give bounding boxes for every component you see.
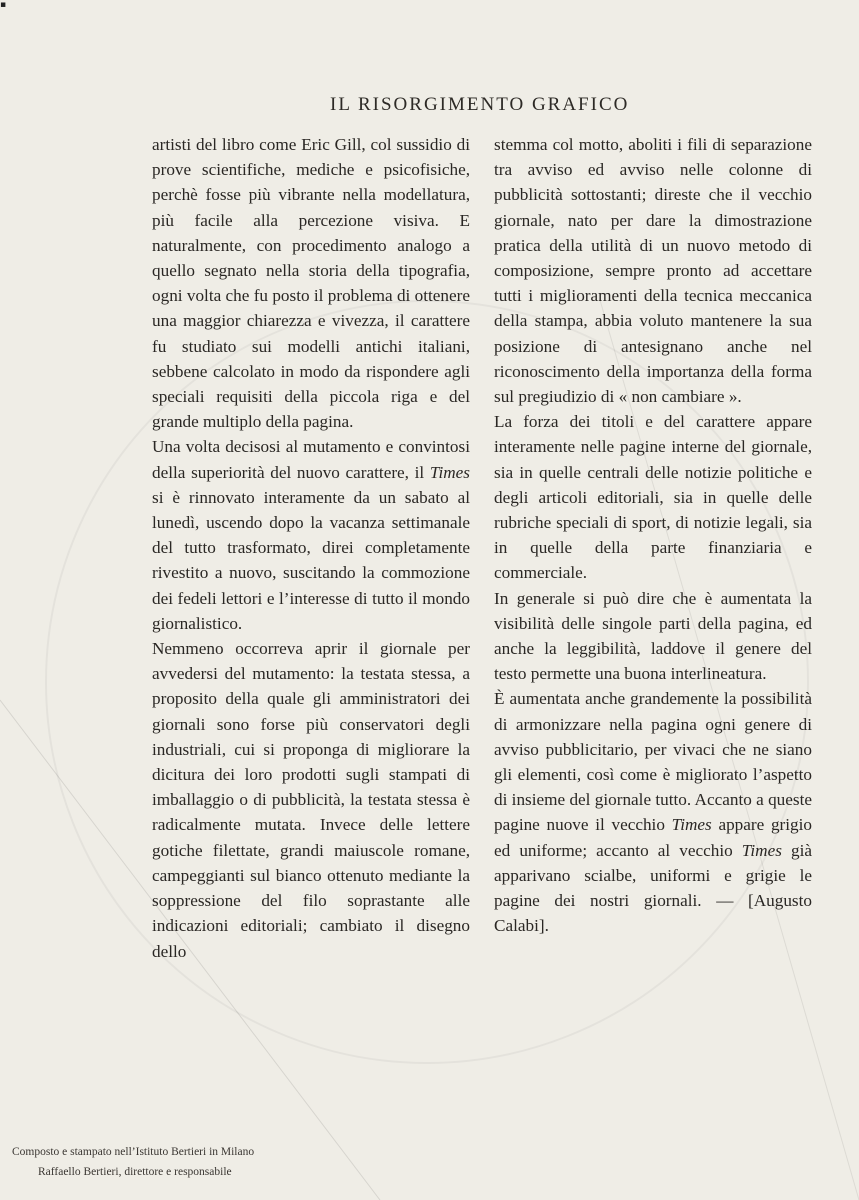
page-header-title: IL RISORGIMENTO GRAFICO: [330, 94, 630, 115]
times-title: Times: [671, 815, 712, 835]
times-title: Times: [741, 840, 782, 860]
right-paragraph-4: È aumentata anche grandemente la possibilità di armonizzare nella pagina ogni genere di avviso pubblicitario, per vivaci che ne siano gli elementi, così come è migliorato l’aspetto di insieme del giornale tutto. Accanto a queste pagine nuove il vecchio Times appare grigio ed uniforme; accanto al vecchio Times già apparivano scialbe, uniformi e grigie le pagine dei nostri giornali. — [Augusto Calabi].: [494, 689, 813, 936]
corner-mark: ▪: [0, 0, 7, 10]
right-column: [494, 132, 812, 939]
left-paragraph-2: Una volta decisosi al mutamento e convintosi della superiorità del nuovo carattere, il Times si è rinnovato interamente da un sabato al lunedì, uscendo dopo la vacanza settimanale del tutto trasformato, direi completamente rivestito a nuovo, suscitando la commozione dei fedeli lettori e l’interesse di tutto il mondo giornalistico.: [152, 437, 470, 633]
right-paragraph-2: La forza dei titoli e del carattere appare interamente nelle pagine interne del giornale, sia in quelle centrali delle notizie politiche e degli articoli editoriali, sia in quelle delle rubriche speciali di sport, di notizie legali, sia in quelle della parte finanziaria e commerciale.: [494, 412, 812, 583]
colophon-director: Raffaello Bertieri, direttore e responsabile: [38, 1166, 232, 1178]
left-column: [152, 132, 470, 964]
left-paragraph-3: Nemmeno occorreva aprir il giornale per avvedersi del mutamento: la testata stessa, a proposito della quale gli amministratori dei giornali sono forse più conservatori degli industriali, cui si proponga di migliorare la dicitura dei loro prodotti sugli stampati di imballaggio o di pubblicità, la testata stessa è radicalmente mutata. Invece delle lettere gotiche filettate, grandi maiuscole romane, campeggianti sul bianco ottenuto mediante la soppressione del filo soprastante alle indicazioni editoriali; cambiato il disegno dello: [152, 639, 470, 961]
colophon-printer: Composto e stampato nell’Istituto Bertieri in Milano: [12, 1146, 255, 1158]
right-paragraph-1: stemma col motto, aboliti i fili di separazione tra avviso ed avviso nelle colonne di pubblicità sottostanti; direste che il vecchio giornale, nato per dare la dimostrazione pratica della utilità di un nuovo metodo di composizione, sempre pronto ad accettare tutti i miglioramenti della tecnica meccanica della stampa, abbia voluto mantenere la sua posizione di antesignano anche nel riconoscimento della importanza della forma sul pregiudizio di « non cambiare ».: [494, 135, 812, 407]
left-paragraph-1: artisti del libro come Eric Gill, col sussidio di prove scientifiche, mediche e psicofisiche, perchè fosse più vibrante nella modellatura, più facile alla percezione visiva. E naturalmente, con procedimento analogo a quello segnato nella storia della tipografia, ogni volta che fu posto il problema di ottenere una maggior chiarezza e vivezza, il carattere fu studiato sui modelli antichi italiani, sebbene calcolato in modo da rispondere agli speciali requisiti della piccola riga e del grande multiplo della pagina.: [152, 135, 470, 432]
times-title: Times: [429, 462, 470, 482]
right-paragraph-3: In generale si può dire che è aumentata la visibilità delle singole parti della pagina, ed anche la leggibilità, laddove il genere del testo permette una buona interlineatura.: [494, 588, 812, 684]
